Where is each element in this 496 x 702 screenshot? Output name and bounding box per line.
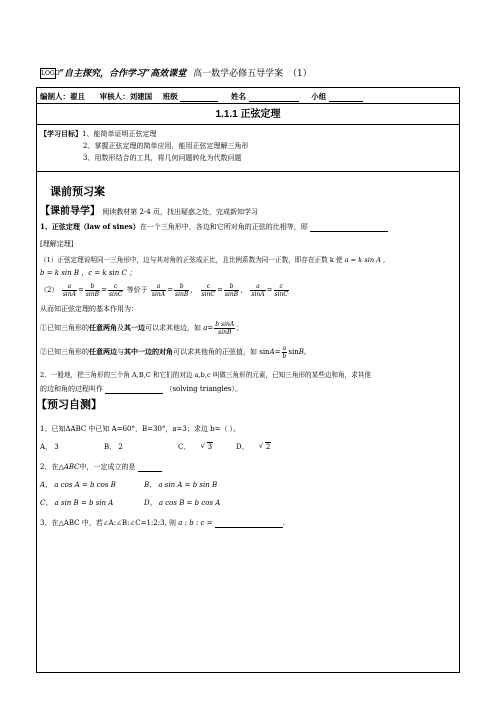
- use1-text: 及: [117, 324, 124, 332]
- goal-item: 1、能简单证明正弦定理: [82, 130, 157, 138]
- option-label: D、: [236, 443, 249, 451]
- use2-text: ②已知三角形的: [40, 348, 89, 356]
- sqrt-2: [259, 443, 271, 451]
- term-blank[interactable]: [105, 385, 163, 394]
- q2-option-b[interactable]: B、 a sin A = b sin B: [144, 481, 218, 489]
- p3-text: 的边和角的过程叫作: [40, 385, 103, 393]
- school-logo-icon: LOGO: [41, 70, 60, 77]
- q2-option-a[interactable]: A、 a cos A = b cos B: [40, 481, 116, 489]
- question-3: 3、在△ABC 中，若∠A:∠B:∠C=1:2:3, 则 a : b : c = .: [40, 519, 286, 527]
- goal-item: 2、掌握正弦定理的简单应用，能用正弦定理解三角形: [83, 142, 249, 150]
- use2-bold: 任意两边: [89, 347, 117, 356]
- fraction: $\frac{a}{\sin A}$: [62, 282, 76, 298]
- use1-text: 可以求其他边，如: [145, 324, 201, 332]
- worksheet-frame: [36, 87, 460, 673]
- name-label: 姓名: [231, 92, 246, 101]
- fraction: $\frac{a}{\sin A}$: [151, 282, 166, 298]
- use-2: ②已知三角形的任意两边与其中一边的对角可以求其他角的正弦值，如 sinA= $\frac{a}{b}$ sinB。: [40, 344, 311, 360]
- paragraph-1b: [40, 268, 136, 278]
- guide-line: [40, 207, 258, 217]
- q2-text: 2、在: [40, 463, 59, 471]
- theorem-line: [40, 222, 388, 232]
- understand-label: [理解定理]: [40, 240, 74, 248]
- p1-text: （1）正弦定理说明同一三角形中，边与其对角的正弦成正比，且比例系数为同一正数，即存在正数 k 使: [40, 256, 343, 264]
- use2-text: 可以求其他角的正弦值，如: [173, 348, 257, 356]
- q2-text: 中，一定成立的是: [79, 463, 136, 471]
- learning-goals: [40, 128, 248, 164]
- sqrt-3: [201, 443, 213, 451]
- self-test-label: 【预习自测】: [36, 398, 102, 411]
- question-2: [40, 462, 162, 472]
- use1-text: ①已知三角形的: [40, 324, 89, 332]
- p2-label: （2）: [40, 286, 59, 294]
- paragraph-2: （2） $\frac{a}{\sin A}$ = $\frac{b}{\sin B}$ = $\frac{c}{\sin C}$ 等价于 $\frac{a}{\sin A}$ = $\frac{b}{\sin B}$ ， $\frac{c}{\sin C}$ = $\frac{b}{\sin B}$ ， $\frac{a}{\sin A}$ = $\frac{c}{\sin C}$: [40, 282, 288, 298]
- use1-bold: 任意两角: [89, 323, 117, 332]
- theorem-text: 在一个三角形中，各边和它所对角的正弦的比相等，即: [139, 223, 308, 231]
- use-1: ①已知三角形的任意两角及其一边可以求其他边，如 a= $\frac{\text{b sinA}}{\sin B}$ ；: [40, 320, 244, 336]
- fraction: $\frac{a}{\sin A}$: [251, 282, 265, 298]
- p3-text: （solving triangles）。: [165, 385, 242, 393]
- class-label: 班级: [162, 92, 178, 101]
- editor-label: 编制人：: [40, 92, 70, 101]
- course-title: 高一数学必修五导学案: [193, 69, 284, 79]
- divider: [37, 171, 459, 172]
- fraction: $\frac{c}{\sin C}$: [201, 282, 215, 298]
- goal-item: 3、用数形结合的工具，将几何问题转化为代数问题: [83, 154, 242, 162]
- equivalent-text: 等价于: [126, 286, 148, 294]
- q3-blank[interactable]: [215, 519, 283, 528]
- q2-blank[interactable]: [138, 463, 162, 472]
- fraction: $\frac{b}{\sin B}$: [85, 282, 100, 298]
- theorem-blank[interactable]: [310, 223, 388, 232]
- q1-option-d[interactable]: [236, 442, 271, 452]
- header-slogan: “自主探究，合作学习”高效课堂: [58, 69, 187, 79]
- group-field[interactable]: [329, 93, 363, 102]
- use2-bold: 其中一边的对角: [124, 347, 173, 356]
- fraction: $\frac{b}{\sin B}$: [175, 282, 189, 298]
- goals-label: 【学习目标】: [40, 129, 82, 138]
- class-field[interactable]: [180, 93, 218, 102]
- theorem-label: 1、正弦定理（law of sines）: [40, 222, 140, 231]
- q2-triangle: △ABC: [58, 463, 80, 471]
- fraction: $\frac{a}{b}$: [282, 344, 287, 360]
- p1-formula-b: b = k sin B ，c = k sin C ；: [40, 269, 137, 277]
- q2-option-d[interactable]: D、 a cos B = b cos A: [144, 499, 221, 507]
- use2-text: 与: [117, 348, 124, 356]
- lesson-number: （1）: [288, 69, 312, 79]
- self-test-heading: [36, 400, 102, 411]
- name-field[interactable]: [249, 93, 299, 102]
- q3-text: 3、在△ABC 中，若∠A:∠B:∠C=1:2:3, 则: [40, 519, 177, 527]
- fraction: $\frac{b}{\sin B}$: [224, 282, 239, 298]
- divider: [37, 124, 459, 125]
- radicand: 3: [207, 443, 213, 451]
- paragraph-1: [40, 255, 385, 265]
- paragraph-3b: [40, 384, 242, 394]
- divider: [37, 103, 459, 104]
- guide-text: 阅读教材第 2-4 页，找出疑惑之处，完成新知学习: [102, 208, 258, 216]
- use1-bold: 其一边: [124, 323, 145, 332]
- p1-formula: a = k sin A ,: [344, 256, 386, 264]
- q1-option-b[interactable]: B、 2: [104, 443, 123, 451]
- q2-option-c[interactable]: C、 a sin B = b sin A: [40, 499, 114, 507]
- paragraph-3: 2、一般地，把三角形的三个角 A,B,C 和它们的对边 a,b,c 叫做三角形的元素，已知三角形的某些边和角，求其他: [40, 371, 371, 379]
- question-1: 1、已知ΔABC 中已知 A=60°，B=30°，a=3；求边 b=（ ）。: [40, 425, 241, 433]
- option-label: C、: [178, 443, 191, 451]
- fraction: $\frac{c}{\sin C}$: [274, 282, 288, 298]
- reviewer-label: 审核人：: [99, 92, 130, 101]
- q1-option-c[interactable]: [178, 442, 213, 452]
- reviewer-name: 刘建国: [129, 92, 153, 101]
- fraction: $\frac{\text{b sinA}}{\sin B}$: [215, 320, 235, 336]
- q1-option-a[interactable]: A、 3: [40, 443, 59, 451]
- guide-label: 【课前导学】: [40, 206, 100, 217]
- fraction: $\frac{c}{\sin C}$: [108, 282, 123, 298]
- info-row: [40, 91, 363, 102]
- basic-role: 从而知正弦定理的基本作用为：: [40, 305, 138, 313]
- group-label: 小组: [311, 92, 327, 101]
- page-title: 1.1.1 正弦定理: [215, 109, 281, 120]
- radicand: 2: [265, 443, 271, 451]
- q3-formula: a : b : c =: [178, 519, 213, 527]
- header: [40, 66, 312, 79]
- editor-name: 翟且: [70, 92, 85, 101]
- section-heading-preview: 课前预习案: [50, 185, 105, 198]
